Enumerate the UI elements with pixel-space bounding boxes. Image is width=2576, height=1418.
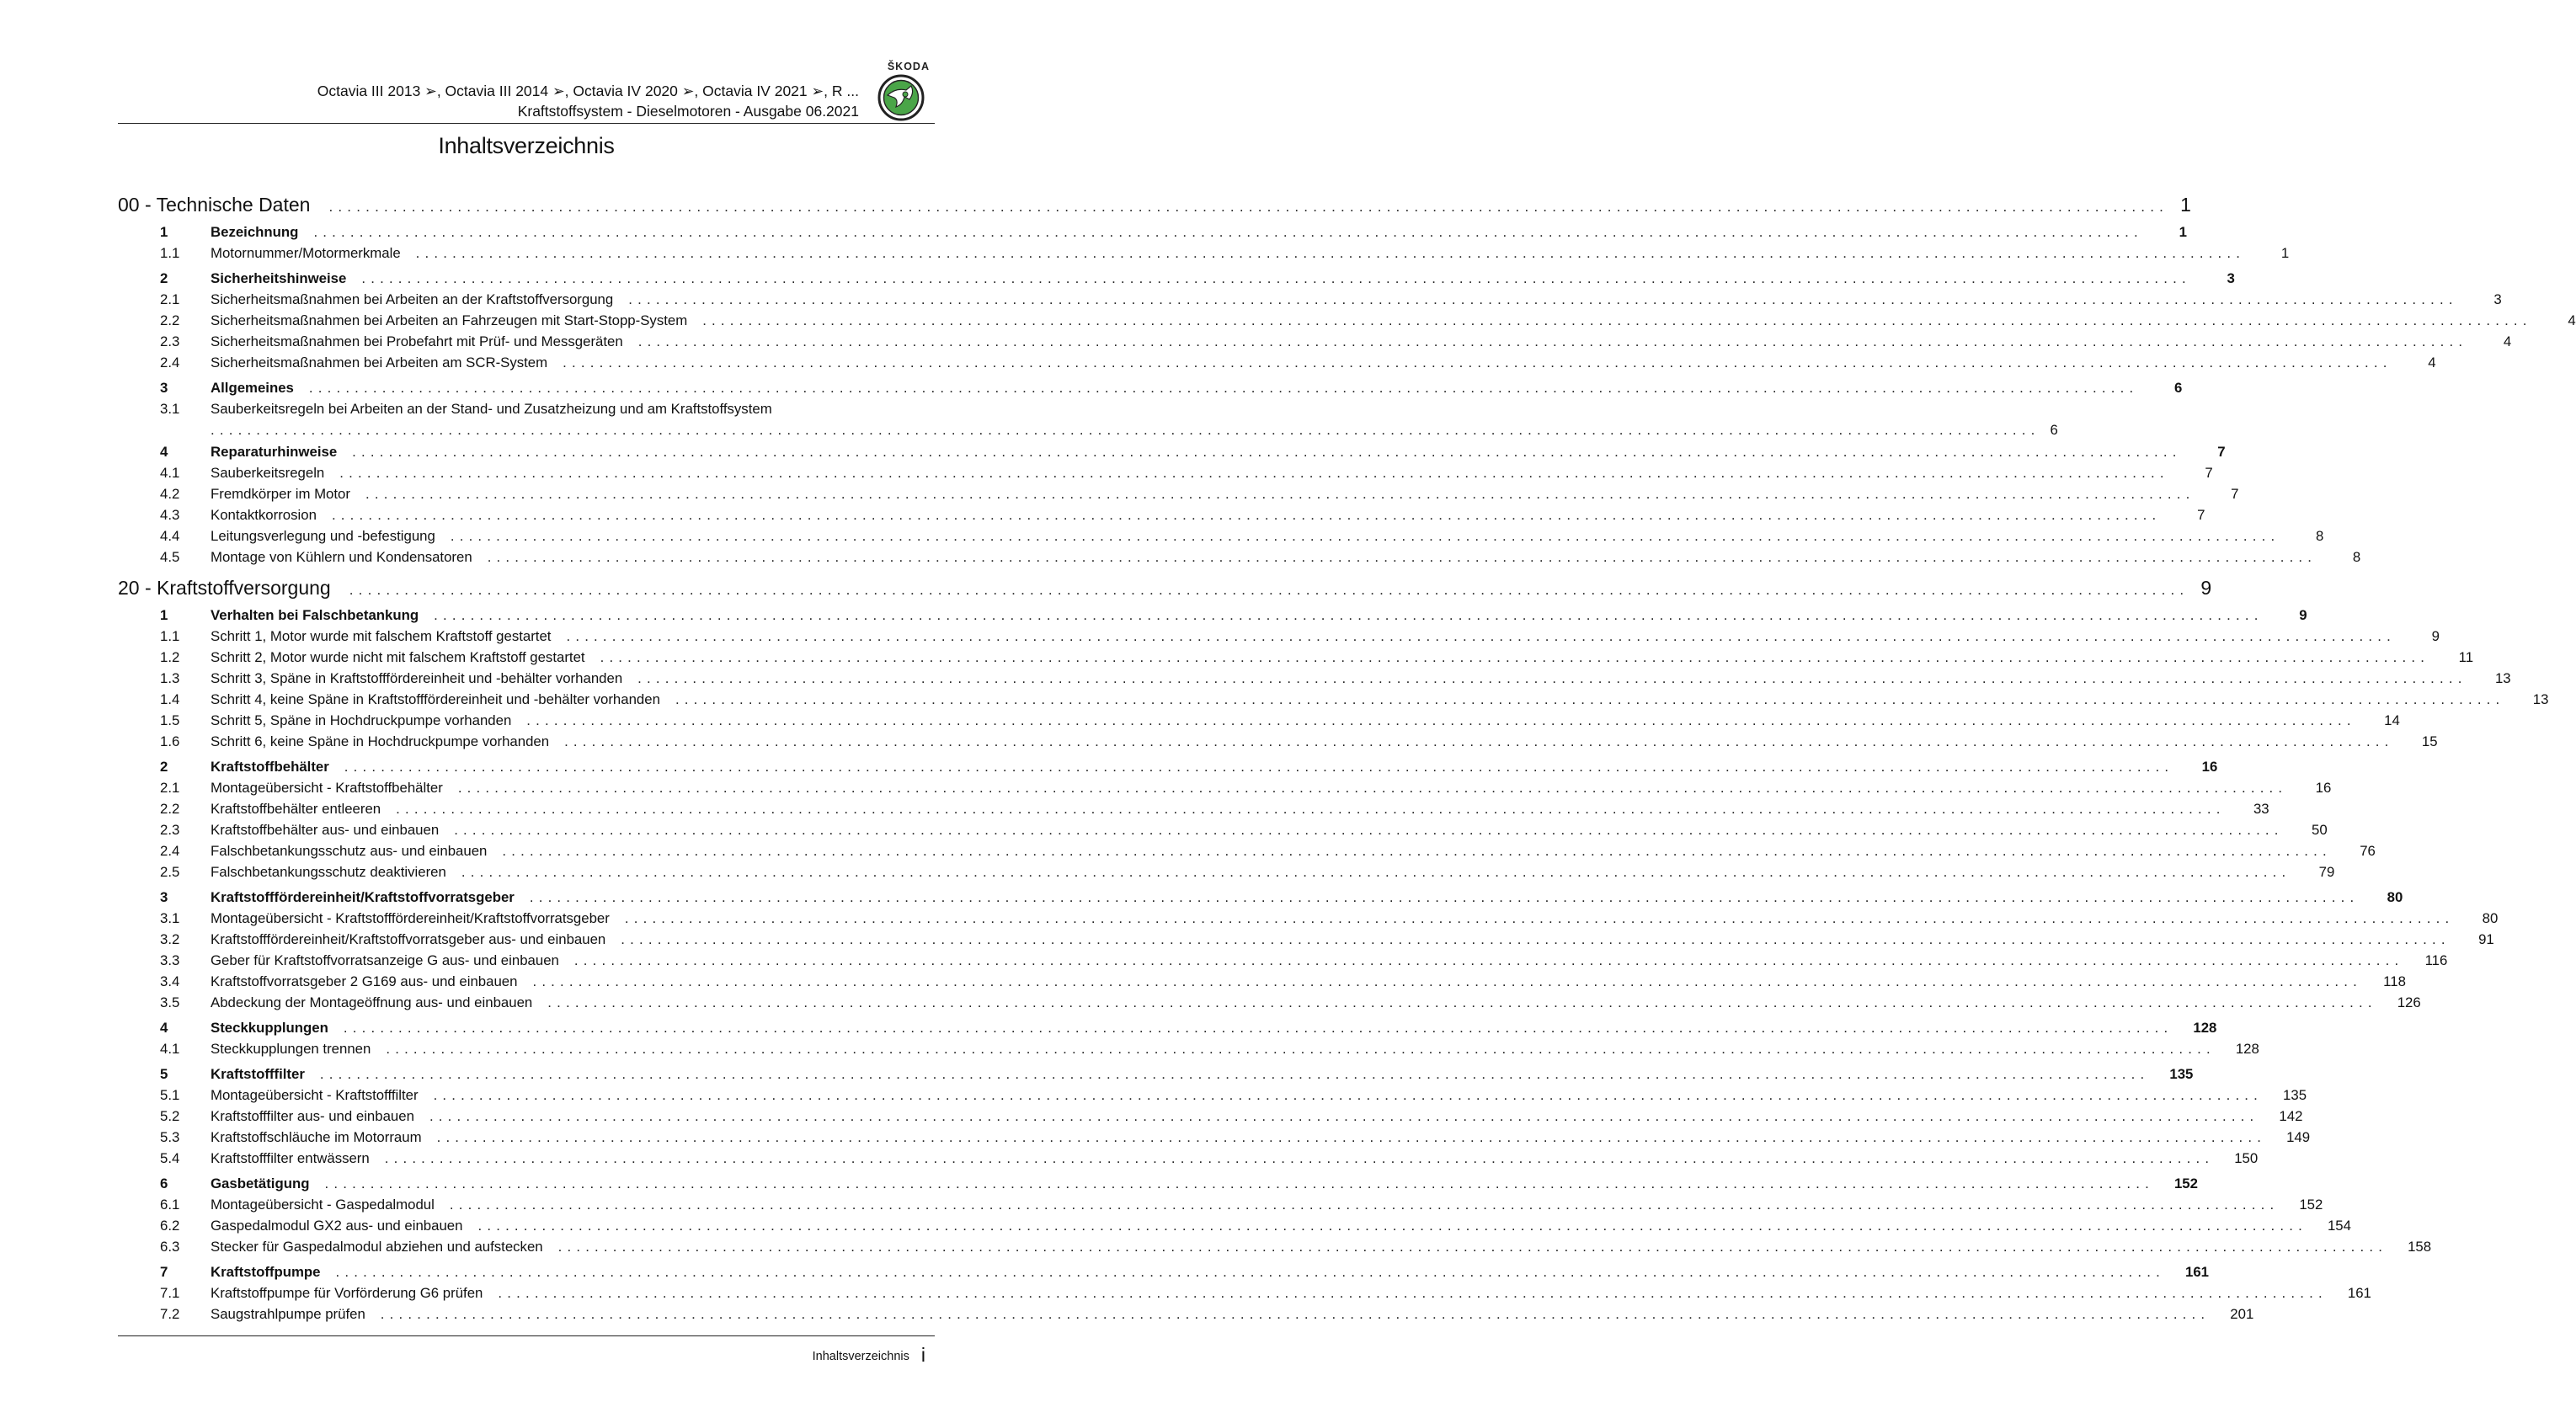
entry-title: Falschbetankungsschutz deaktivieren	[211, 864, 446, 880]
toc-entry[interactable]	[118, 712, 2400, 733]
entry-number: 5.3	[160, 1129, 180, 1145]
entry-page: 128	[2235, 1041, 2259, 1057]
entry-title: Kraftstoffbehälter aus- und einbauen	[211, 822, 440, 838]
entry-number: 7.2	[160, 1306, 180, 1322]
entry-page: 4	[2428, 354, 2436, 370]
entry-page: 201	[2230, 1306, 2254, 1322]
toc-entry[interactable]	[118, 1150, 2259, 1171]
toc-entry[interactable]	[118, 354, 2436, 376]
entry-page: 142	[2279, 1108, 2303, 1124]
entry-title: Bezeichnung	[211, 224, 299, 240]
toc-entry[interactable]	[118, 245, 2290, 266]
entry-title: Sicherheitsmaßnahmen bei Arbeiten an der Kraftstoffversorgung	[211, 291, 614, 307]
entry-number: 4.4	[160, 528, 180, 544]
toc-entry[interactable]	[118, 1108, 2303, 1129]
entry-number: 1.6	[160, 733, 180, 749]
dot-leader: ........................................................................................................................................................................................................	[621, 931, 2451, 947]
entry-number: 3.1	[160, 401, 180, 417]
entry-page: 150	[2234, 1150, 2259, 1166]
entry-number: 1.1	[160, 628, 180, 644]
chapter-title: 20 - Kraftstoffversorgung	[118, 577, 331, 599]
entry-number: 4.1	[160, 465, 180, 481]
entry-title: Kraftstofffilter	[211, 1066, 305, 1082]
entry-page: 6	[2050, 422, 2058, 438]
skoda-logo-icon	[877, 74, 925, 121]
entry-page: 158	[2408, 1239, 2432, 1255]
entry-number: 3.4	[160, 973, 180, 989]
dot-leader: ........................................................................................................................................................................................................	[335, 1264, 2165, 1280]
entry-title: Verhalten bei Falschbetankung	[211, 607, 419, 623]
dot-leader: ........................................................................................................................................................................................................	[324, 1175, 2154, 1191]
entry-page: 116	[2424, 952, 2448, 968]
entry-number: 4.5	[160, 549, 180, 565]
toc-entry[interactable]	[118, 670, 2511, 691]
entry-page: 1	[2280, 245, 2290, 261]
dot-leader: ........................................................................................................................................................................................................	[526, 712, 2356, 728]
entry-title: Steckkupplungen trennen	[211, 1041, 371, 1057]
entry-title: Kraftstofffilter aus- und einbauen	[211, 1108, 414, 1124]
entry-number: 6.2	[160, 1218, 180, 1234]
entry-page: 13	[2532, 691, 2549, 707]
dot-leader: ........................................................................................................................................................................................................	[564, 733, 2394, 749]
entry-page: 79	[2318, 864, 2335, 880]
entry-title: Sicherheitsmaßnahmen bei Probefahrt mit Prüf- und Messgeräten	[211, 333, 623, 349]
entry-number: 3	[160, 380, 168, 396]
toc-section[interactable]	[118, 1175, 2198, 1197]
entry-title: Geber für Kraftstoffvorratsanzeige G aus- und einbauen	[211, 952, 559, 968]
entry-number: 1.3	[160, 670, 180, 686]
toc-entry[interactable]	[118, 649, 2474, 670]
toc-entry[interactable]	[118, 465, 2213, 486]
entry-number: 6.1	[160, 1197, 180, 1213]
entry-title: Schritt 1, Motor wurde mit falschem Kraftstoff gestartet	[211, 628, 552, 644]
dot-leader: ........................................................................................................................................................................................................	[557, 1239, 2388, 1255]
entry-number: 2	[160, 270, 168, 286]
entry-number: 1.4	[160, 691, 180, 707]
entry-page: 7	[2197, 507, 2205, 523]
dot-leader: ........................................................................................................................................................................................................	[450, 528, 2280, 544]
header-models: Octavia III 2013 ➢, Octavia III 2014 ➢, Octavia IV 2020 ➢, Octavia IV 2021 ➢, R ...	[317, 83, 859, 99]
toc-entry[interactable]	[118, 628, 2440, 649]
entry-number: 1.1	[160, 245, 180, 261]
dot-leader: ........................................................................................................................................................................................................	[396, 801, 2226, 817]
entry-page: 3	[2227, 270, 2235, 286]
entry-title: Sauberkeitsregeln	[211, 465, 325, 481]
footer-rule	[118, 1335, 935, 1336]
entry-number: 1	[160, 607, 168, 623]
entry-title: Stecker für Gaspedalmodul abziehen und aufstecken	[211, 1239, 543, 1255]
toc-entry[interactable]	[118, 528, 2324, 549]
entry-number: 4.2	[160, 486, 180, 502]
dot-leader: ........................................................................................................................................................................................................	[637, 333, 2468, 349]
entry-title: Kraftstoffvorratsgeber 2 G169 aus- und einbauen	[211, 973, 518, 989]
dot-leader: ........................................................................................................................................................................................................	[211, 422, 2040, 438]
entry-page: 7	[2205, 465, 2213, 481]
toc-section[interactable]	[118, 224, 2187, 245]
dot-leader: ........................................................................................................................................................................................................	[566, 628, 2396, 644]
entry-number: 2	[160, 759, 168, 775]
entry-title: Montageübersicht - Kraftstofffördereinheit/Kraftstoffvorratsgeber	[211, 910, 610, 926]
toc-entry[interactable]	[118, 780, 2332, 801]
entry-title: Montageübersicht - Kraftstoffbehälter	[211, 780, 443, 796]
toc-entry[interactable]	[118, 1197, 2323, 1218]
entry-page: 135	[2283, 1087, 2307, 1103]
entry-title: Montage von Kühlern und Kondensatoren	[211, 549, 472, 565]
toc-section[interactable]	[118, 270, 2235, 291]
toc-entry[interactable]	[118, 1306, 2254, 1327]
toc-entry[interactable]	[118, 822, 2328, 843]
dot-leader: ........................................................................................................................................................................................................	[457, 780, 2288, 796]
entry-number: 1.2	[160, 649, 180, 665]
entry-number: 3.3	[160, 952, 180, 968]
footer-label: Inhaltsverzeichnis	[812, 1350, 909, 1363]
toc-entry[interactable]	[118, 291, 2502, 312]
entry-page: 6	[2174, 380, 2183, 396]
toc-entry[interactable]	[118, 486, 2239, 507]
dot-leader: ........................................................................................................................................................................................................	[313, 224, 2143, 240]
dot-leader: ........................................................................................................................................................................................................	[600, 649, 2430, 665]
dot-leader: ........................................................................................................................................................................................................	[573, 952, 2404, 968]
toc-entry[interactable]	[118, 1218, 2351, 1239]
entry-number: 4.3	[160, 507, 180, 523]
entry-number: 5	[160, 1066, 168, 1082]
dot-leader: ........................................................................................................................................................................................................	[365, 486, 2195, 502]
page-footer	[813, 1342, 925, 1365]
entry-title: Montageübersicht - Kraftstofffilter	[211, 1087, 419, 1103]
entry-number: 3.2	[160, 931, 180, 947]
entry-page: 161	[2185, 1264, 2209, 1280]
entry-title: Kraftstoffpumpe	[211, 1264, 321, 1280]
dot-leader: ........................................................................................................................................................................................................	[532, 973, 2362, 989]
entry-title: Motornummer/Motormerkmale	[211, 245, 401, 261]
entry-title: Leitungsverlegung und -befestigung	[211, 528, 435, 544]
entry-page: 4	[2568, 312, 2576, 328]
entry-number: 2.3	[160, 333, 180, 349]
entry-page: 13	[2494, 670, 2511, 686]
entry-page: 7	[2231, 486, 2239, 502]
entry-title: Kraftstoffpumpe für Vorförderung G6 prüfen	[211, 1285, 483, 1301]
entry-number: 3.5	[160, 994, 180, 1010]
entry-number: 2.2	[160, 312, 180, 328]
toc-entry[interactable]	[118, 1087, 2307, 1108]
chapter-page: 9	[2200, 577, 2212, 599]
entry-number: 6.3	[160, 1239, 180, 1255]
entry-page: 8	[2352, 549, 2361, 565]
toc-entry[interactable]	[118, 910, 2499, 931]
entry-title: Kraftstofffördereinheit/Kraftstoffvorratsgeber	[211, 889, 515, 905]
dot-leader: ........................................................................................................................................................................................................	[454, 822, 2284, 838]
entry-page: 126	[2397, 994, 2421, 1010]
dot-leader: ........................................................................................................................................................................................................	[563, 354, 2392, 370]
toc-section[interactable]	[118, 444, 2226, 465]
dot-leader: ........................................................................................................................................................................................................	[434, 607, 2264, 623]
entry-number: 2.3	[160, 822, 180, 838]
entry-title: Steckkupplungen	[211, 1020, 328, 1036]
entry-number: 5.4	[160, 1150, 180, 1166]
entry-page: 9	[2299, 607, 2307, 623]
toc-entry[interactable]	[118, 1041, 2259, 1062]
entry-title: Kraftstoffschläuche im Motorraum	[211, 1129, 422, 1145]
entry-title: Gasbetätigung	[211, 1175, 310, 1191]
dot-leader: ........................................................................................................................................................................................................	[429, 1108, 2259, 1124]
entry-number: 5.2	[160, 1108, 180, 1124]
toc-entry[interactable]	[118, 333, 2512, 354]
entry-title: Sicherheitsmaßnahmen bei Arbeiten an Fahrzeugen mit Start-Stopp-System	[211, 312, 688, 328]
entry-page: 91	[2478, 931, 2494, 947]
entry-title: Montageübersicht - Gaspedalmodul	[211, 1197, 435, 1213]
entry-page: 14	[2384, 712, 2400, 728]
dot-leader: ........................................................................................................................................................................................................	[487, 549, 2317, 565]
entry-number: 3.1	[160, 910, 180, 926]
dot-leader: ........................................................................................................................................................................................................	[477, 1218, 2307, 1234]
dot-leader: ........................................................................................................................................................................................................	[461, 864, 2291, 880]
entry-page: 149	[2286, 1129, 2311, 1145]
dot-leader: ........................................................................................................................................................................................................	[328, 199, 2169, 215]
toc-entry[interactable]	[118, 549, 2361, 570]
toc-entry[interactable]	[118, 973, 2406, 994]
header-subtitle: Kraftstoffsystem - Dieselmotoren - Ausgabe 06.2021	[517, 103, 859, 120]
dot-leader: ........................................................................................................................................................................................................	[702, 312, 2532, 328]
dot-leader: ........................................................................................................................................................................................................	[386, 1041, 2216, 1057]
entry-page: 11	[2458, 649, 2474, 665]
dot-leader: ........................................................................................................................................................................................................	[436, 1129, 2267, 1145]
entry-page: 152	[2173, 1175, 2198, 1191]
entry-title: Kraftstoffbehälter	[211, 759, 329, 775]
entry-title: Schritt 5, Späne in Hochdruckpumpe vorhanden	[211, 712, 512, 728]
entry-title: Falschbetankungsschutz aus- und einbauen	[211, 843, 488, 859]
dot-leader: ........................................................................................................................................................................................................	[628, 291, 2458, 307]
dot-leader: ........................................................................................................................................................................................................	[624, 910, 2455, 926]
toc-entry[interactable]	[118, 843, 2376, 864]
chapter-heading[interactable]	[118, 194, 2191, 224]
toc-entry[interactable]	[118, 952, 2448, 973]
entry-page: 1	[2179, 224, 2187, 240]
dot-leader: ........................................................................................................................................................................................................	[433, 1087, 2264, 1103]
entry-title: Abdeckung der Montageöffnung aus- und einbauen	[211, 994, 533, 1010]
toc-entry[interactable]	[118, 507, 2205, 528]
dot-leader: ........................................................................................................................................................................................................	[384, 1150, 2215, 1166]
dot-leader: ........................................................................................................................................................................................................	[352, 444, 2182, 460]
dot-leader: ........................................................................................................................................................................................................	[498, 1285, 2328, 1301]
page-header	[118, 52, 935, 125]
page-title: Inhaltsverzeichnis	[438, 133, 615, 158]
entry-title: Sicherheitsmaßnahmen bei Arbeiten am SCR-System	[211, 354, 548, 370]
toc-entry[interactable]	[118, 994, 2421, 1016]
entry-title: Sauberkeitsregeln bei Arbeiten an der Stand- und Zusatzheizung und am Kraftstoffsystem	[211, 401, 772, 417]
chapter-heading[interactable]	[118, 577, 2212, 607]
entry-number: 2.2	[160, 801, 180, 817]
entry-page: 118	[2383, 973, 2406, 989]
entry-number: 4.1	[160, 1041, 180, 1057]
chapter-page: 1	[2180, 194, 2191, 216]
entry-number: 2.4	[160, 354, 180, 370]
entry-page: 15	[2421, 733, 2438, 749]
footer-page-number: i	[920, 1344, 925, 1366]
header-text	[317, 81, 859, 121]
entry-title: Schritt 3, Späne in Kraftstofffördereinheit und -behälter vorhanden	[211, 670, 623, 686]
entry-title: Kraftstoffbehälter entleeren	[211, 801, 381, 817]
entry-title: Kraftstofffilter entwässern	[211, 1150, 370, 1166]
dot-leader: ........................................................................................................................................................................................................	[339, 465, 2169, 481]
entry-page: 9	[2431, 628, 2440, 644]
dot-leader: ........................................................................................................................................................................................................	[449, 1197, 2280, 1213]
dot-leader: ........................................................................................................................................................................................................	[343, 1020, 2173, 1036]
dot-leader: ........................................................................................................................................................................................................	[349, 582, 2189, 598]
entry-number: 2.1	[160, 780, 180, 796]
toc-entry[interactable]	[118, 864, 2335, 885]
entry-page: 8	[2315, 528, 2324, 544]
entry-title: Gaspedalmodul GX2 aus- und einbauen	[211, 1218, 463, 1234]
entry-title: Kraftstofffördereinheit/Kraftstoffvorratsgeber aus- und einbauen	[211, 931, 606, 947]
toc-entry[interactable]	[118, 1129, 2311, 1150]
toc-section[interactable]	[118, 759, 2218, 780]
entry-page: 16	[2315, 780, 2332, 796]
toc-entry-continuation	[118, 422, 2058, 440]
entry-page: 50	[2312, 822, 2328, 838]
dot-leader: ........................................................................................................................................................................................................	[361, 270, 2191, 286]
entry-title: Sicherheitshinweise	[211, 270, 347, 286]
entry-page: 7	[2217, 444, 2226, 460]
entry-page: 152	[2299, 1197, 2323, 1213]
entry-title: Allgemeines	[211, 380, 294, 396]
dot-leader: ........................................................................................................................................................................................................	[344, 759, 2174, 775]
entry-number: 5.1	[160, 1087, 180, 1103]
entry-number: 7.1	[160, 1285, 180, 1301]
entry-number: 4	[160, 1020, 168, 1036]
entry-page: 135	[2169, 1066, 2194, 1082]
entry-number: 7	[160, 1264, 168, 1280]
dot-leader: ........................................................................................................................................................................................................	[529, 889, 2360, 905]
toc-section[interactable]	[118, 1020, 2217, 1041]
dot-leader: ........................................................................................................................................................................................................	[415, 245, 2246, 261]
table-of-contents	[118, 194, 2576, 1327]
entry-number: 1.5	[160, 712, 180, 728]
toc-entry[interactable]	[118, 401, 935, 422]
toc-section[interactable]	[118, 380, 2183, 401]
brand-wordmark: ŠKODA	[887, 61, 930, 72]
entry-title: Saugstrahlpumpe prüfen	[211, 1306, 365, 1322]
toc-entry[interactable]	[118, 733, 2438, 754]
toc-section[interactable]	[118, 889, 2403, 910]
entry-title: Schritt 4, keine Späne in Kraftstofffördereinheit und -behälter vorhanden	[211, 691, 660, 707]
toc-entry[interactable]	[118, 801, 2269, 822]
dot-leader: ........................................................................................................................................................................................................	[637, 670, 2467, 686]
entry-number: 6	[160, 1175, 168, 1191]
toc-section[interactable]	[118, 1264, 2209, 1285]
entry-title: Fremdkörper im Motor	[211, 486, 350, 502]
entry-page: 128	[2193, 1020, 2217, 1036]
header-rule	[118, 123, 935, 124]
entry-title: Kontaktkorrosion	[211, 507, 317, 523]
dot-leader: ........................................................................................................................................................................................................	[308, 380, 2139, 396]
entry-page: 80	[2387, 889, 2403, 905]
entry-number: 3	[160, 889, 168, 905]
entry-title: Schritt 6, keine Späne in Hochdruckpumpe vorhanden	[211, 733, 550, 749]
dot-leader: ........................................................................................................................................................................................................	[675, 691, 2505, 707]
toc-entry[interactable]	[118, 312, 2576, 333]
entry-number: 2.4	[160, 843, 180, 859]
chapter-title: 00 - Technische Daten	[118, 194, 311, 216]
dot-leader: ........................................................................................................................................................................................................	[331, 507, 2162, 523]
entry-number: 2.1	[160, 291, 180, 307]
entry-page: 4	[2503, 333, 2512, 349]
entry-page: 16	[2201, 759, 2218, 775]
toc-entry[interactable]	[118, 691, 2549, 712]
toc-entry[interactable]	[118, 931, 2494, 952]
entry-page: 3	[2493, 291, 2502, 307]
dot-leader: ........................................................................................................................................................................................................	[319, 1066, 2150, 1082]
dot-leader: ........................................................................................................................................................................................................	[547, 994, 2377, 1010]
dot-leader: ........................................................................................................................................................................................................	[380, 1306, 2211, 1322]
entry-page: 161	[2347, 1285, 2371, 1301]
entry-number: 1	[160, 224, 168, 240]
dot-leader: ........................................................................................................................................................................................................	[502, 843, 2332, 859]
toc-entry[interactable]	[118, 1285, 2371, 1306]
toc-section[interactable]	[118, 1066, 2194, 1087]
entry-page: 33	[2253, 801, 2269, 817]
toc-section[interactable]	[118, 607, 2307, 628]
entry-number: 2.5	[160, 864, 180, 880]
entry-title: Schritt 2, Motor wurde nicht mit falschem Kraftstoff gestartet	[211, 649, 585, 665]
entry-page: 80	[2482, 910, 2499, 926]
entry-page: 154	[2327, 1218, 2351, 1234]
entry-number: 4	[160, 444, 168, 460]
entry-title: Reparaturhinweise	[211, 444, 338, 460]
entry-page: 76	[2360, 843, 2376, 859]
toc-entry[interactable]	[118, 1239, 2432, 1260]
